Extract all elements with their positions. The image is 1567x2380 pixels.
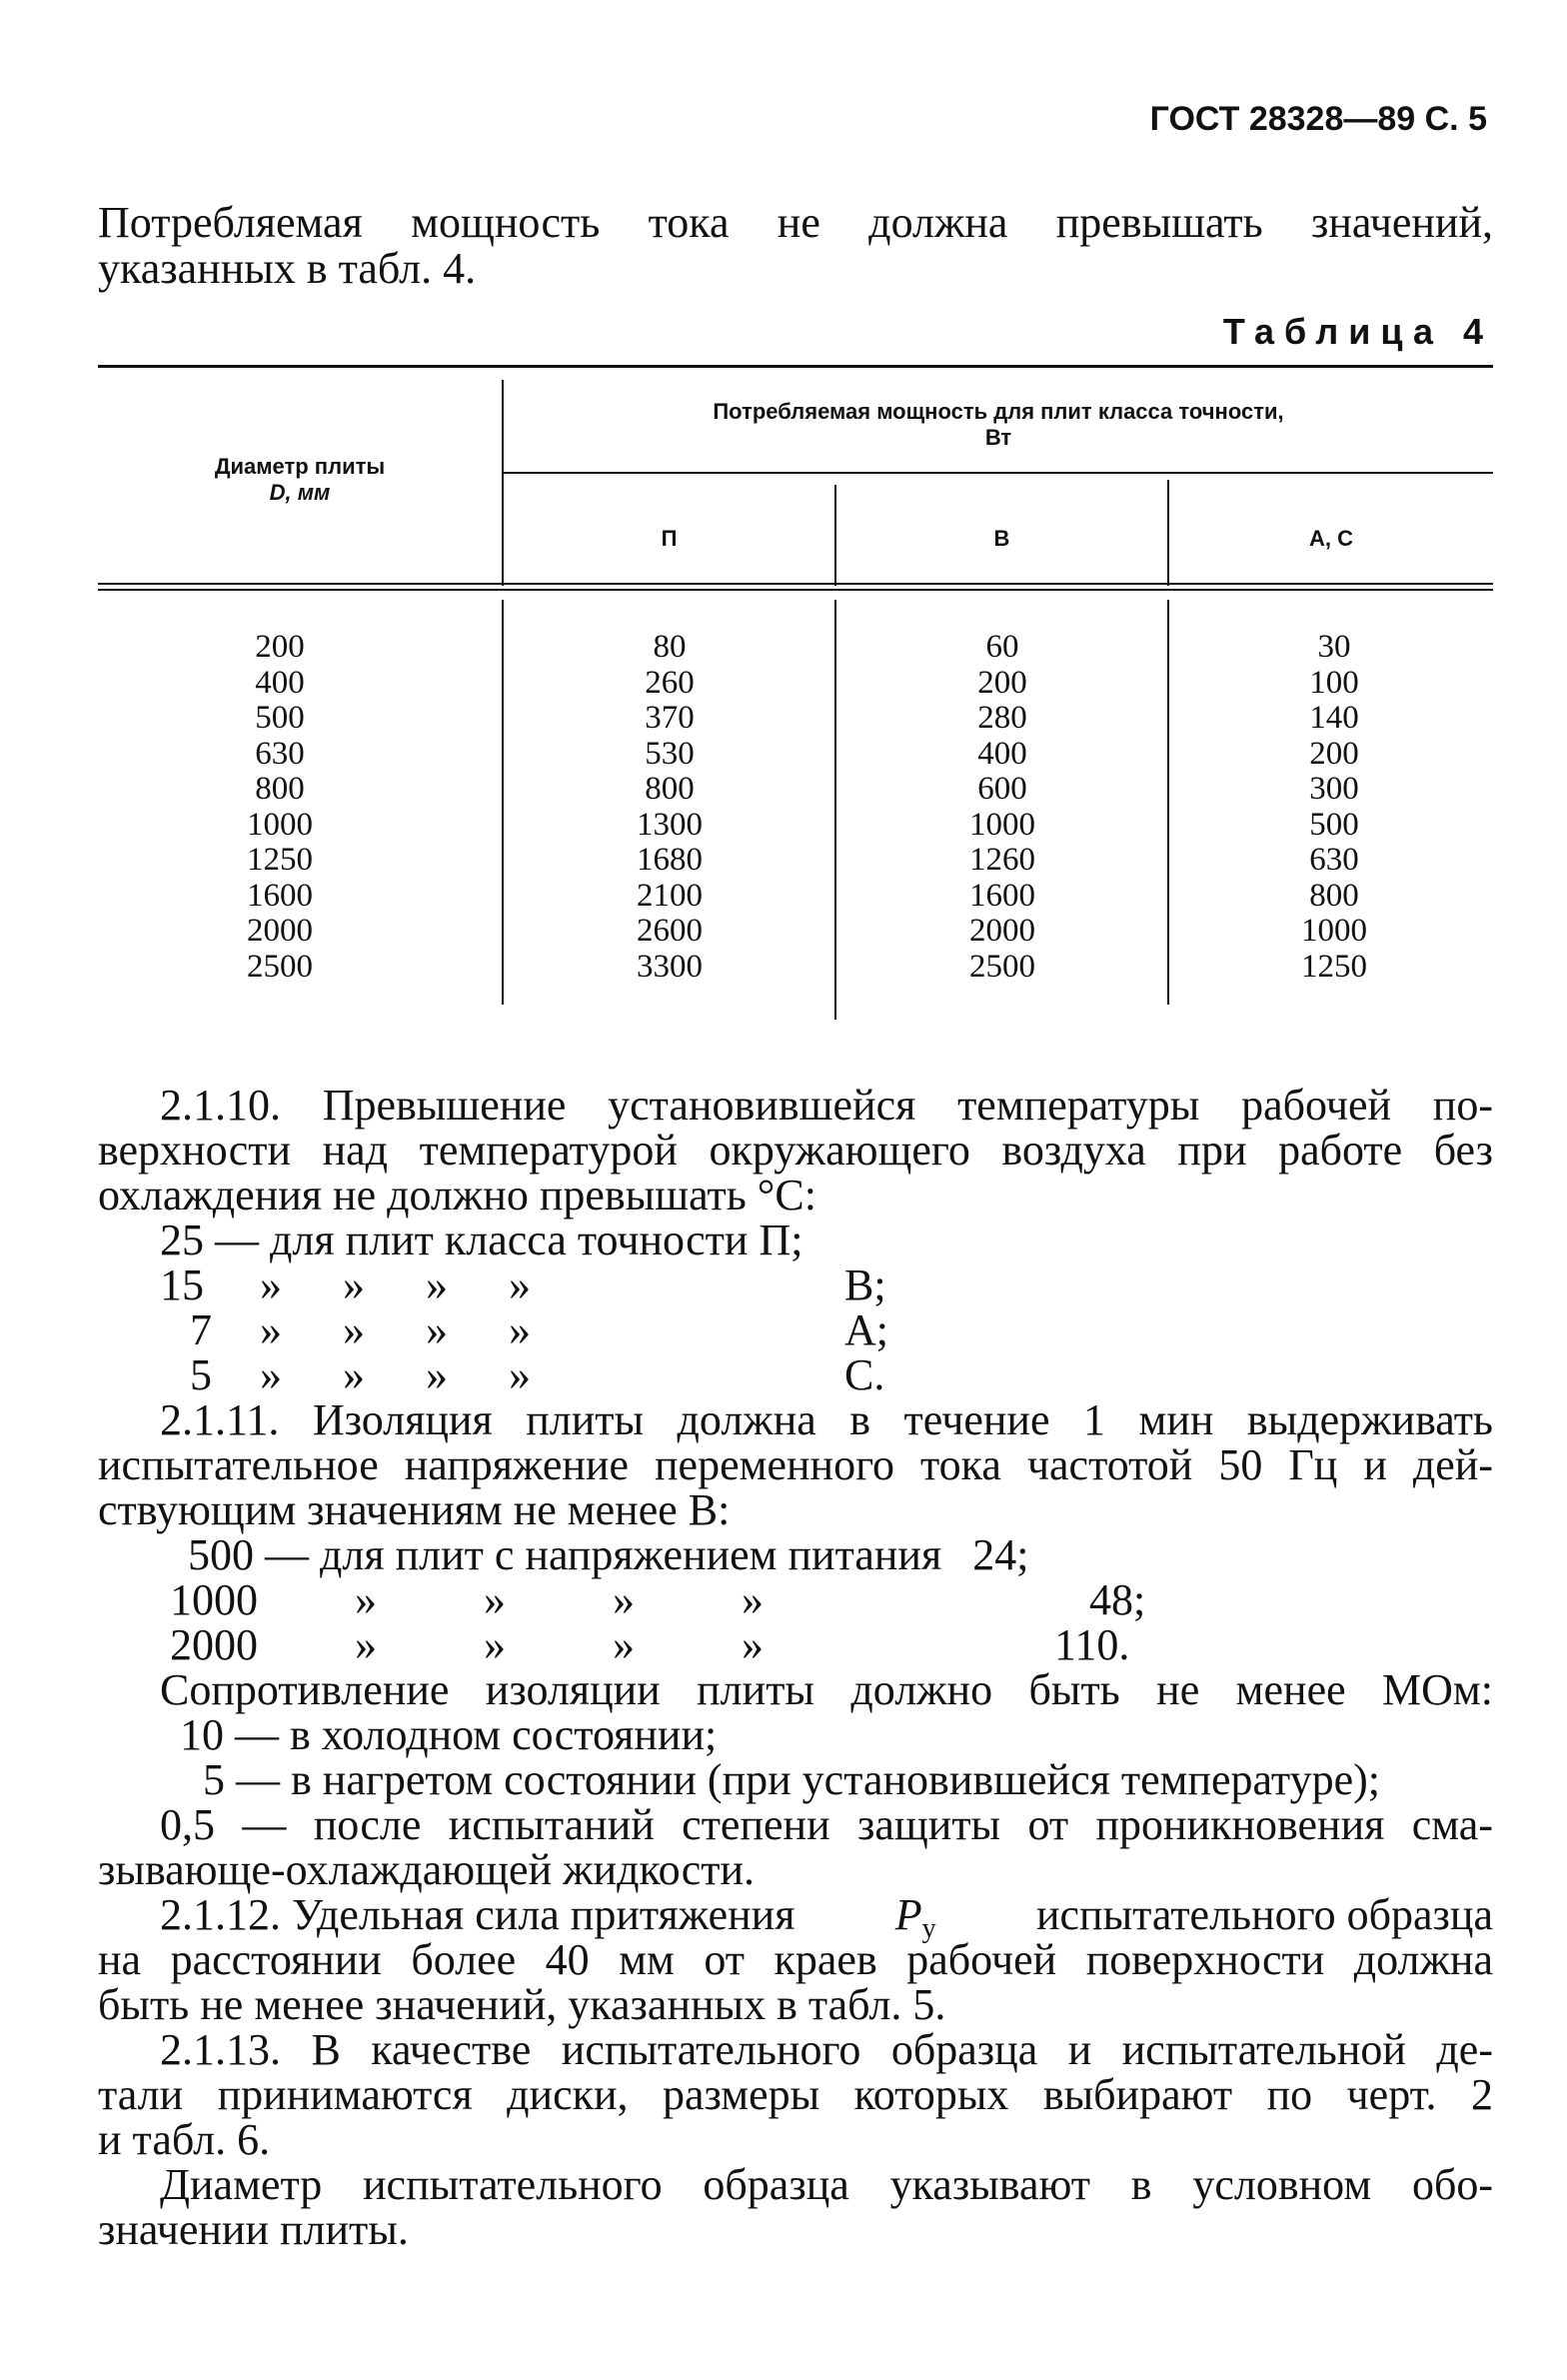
intro-line-2: указанных в табл. 4. bbox=[98, 244, 477, 293]
s2112-line-3: быть не менее значений, указанных в табл. 5. bbox=[98, 1980, 946, 2029]
resistance-row-2: 5 — в нагретом состоянии (при установившейся температуре); bbox=[203, 1755, 1380, 1804]
temp-row-3: 7 » » » » А; bbox=[190, 1305, 888, 1354]
closing-line-2: значении плиты. bbox=[98, 2205, 409, 2254]
table-cell: 500 bbox=[255, 700, 305, 736]
table-cell: 530 bbox=[645, 735, 695, 772]
s2112-line-1: 2.1.12. Удельная сила притяжения $P_у$ испытательного образца bbox=[160, 1890, 1493, 1944]
closing-line-1: Диаметр испытательного образца указывают в условном обо- bbox=[160, 2160, 1493, 2209]
s2110-line-2: верхности над температурой окружающего воздуха при работе без bbox=[98, 1126, 1493, 1175]
table-cell: 630 bbox=[255, 735, 305, 772]
table-cell: 3300 bbox=[637, 948, 703, 985]
temp-row-2: 15 » » » » В; bbox=[160, 1260, 886, 1309]
table-cell: 2500 bbox=[969, 948, 1035, 985]
s2110-line-1: 2.1.10. Превышение установившейся температуры рабочей по- bbox=[160, 1081, 1493, 1130]
table-cell: 1250 bbox=[247, 842, 313, 878]
table-cell: 1260 bbox=[969, 842, 1035, 878]
s2111-line-1: 2.1.11. Изоляция плиты должна в течение 1 мин выдерживать bbox=[160, 1395, 1493, 1444]
voltage-row-3: 2000 » » » » 110. bbox=[170, 1620, 1130, 1669]
table-cell: 140 bbox=[1309, 700, 1359, 736]
table-cell: 630 bbox=[1309, 842, 1359, 878]
s2113-line-1: 2.1.13. В качестве испытательного образца и испытательной де- bbox=[160, 2025, 1493, 2074]
group-header-rule bbox=[503, 472, 1493, 474]
table-cell: 500 bbox=[1309, 806, 1359, 843]
table-cell: 1000 bbox=[247, 806, 313, 843]
col-divider-3 bbox=[1167, 600, 1169, 1005]
table-cell: 800 bbox=[255, 771, 305, 807]
table-cell: 2100 bbox=[637, 877, 703, 914]
table-cell: 2000 bbox=[247, 913, 313, 949]
table-cell: 60 bbox=[985, 629, 1019, 665]
col-divider-1 bbox=[502, 600, 504, 1005]
table-cell: 400 bbox=[255, 664, 305, 701]
table-cell: 30 bbox=[1317, 629, 1351, 665]
table-cell: 200 bbox=[255, 629, 305, 665]
table-cell: 370 bbox=[645, 700, 695, 736]
col-header-class-b: В bbox=[993, 526, 1010, 551]
table-cell: 80 bbox=[653, 629, 687, 665]
s2113-line-3: и табл. 6. bbox=[98, 2115, 271, 2164]
table-cell: 100 bbox=[1309, 664, 1359, 701]
resistance-row-4: зывающе-охлаждающей жидкости. bbox=[98, 1845, 756, 1894]
table-cell: 400 bbox=[977, 735, 1027, 772]
header-rule-1 bbox=[98, 583, 1493, 585]
temp-row-1: 25 — для плит класса точности П; bbox=[160, 1215, 803, 1264]
table-cell: 1000 bbox=[1301, 913, 1367, 949]
s2111-line-2: испытательное напряжение переменного тока частотой 50 Гц и дей- bbox=[98, 1440, 1493, 1489]
voltage-row-1: 500 — для плит с напряжением питания 24; bbox=[188, 1530, 1029, 1579]
table-cell: 280 bbox=[977, 700, 1027, 736]
table-cell: 1600 bbox=[969, 877, 1035, 914]
s2111-line-3: ствующим значениям не менее В: bbox=[98, 1485, 731, 1534]
col-class-p bbox=[590, 630, 750, 985]
col-divider-2 bbox=[834, 600, 836, 1020]
table-cell: 2000 bbox=[969, 913, 1035, 949]
table-cell: 800 bbox=[1309, 877, 1359, 914]
intro-line-1: Потребляемая мощность тока не должна превышать значений, bbox=[98, 198, 1493, 247]
table-cell: 1000 bbox=[969, 806, 1035, 843]
header-rule-2 bbox=[98, 589, 1493, 591]
voltage-row-2: 1000 » » » » 48; bbox=[170, 1575, 1146, 1624]
table-cell: 800 bbox=[645, 771, 695, 807]
table-cell: 1300 bbox=[637, 806, 703, 843]
col-diameter bbox=[200, 630, 360, 985]
table-cell: 1600 bbox=[247, 877, 313, 914]
table-top-rule bbox=[98, 365, 1493, 368]
table-cell: 200 bbox=[977, 664, 1027, 701]
resistance-row-3: 0,5 — после испытаний степени защиты от проникновения сма- bbox=[160, 1800, 1493, 1849]
table-cell: 2500 bbox=[247, 948, 313, 985]
table-cell: 600 bbox=[977, 771, 1027, 807]
table-cell: 2600 bbox=[637, 913, 703, 949]
s2113-line-2: тали принимаются диски, размеры которых выбирают по черт. 2 bbox=[98, 2070, 1493, 2119]
s2112-line-2: на расстоянии более 40 мм от краев рабочей поверхности должна bbox=[98, 1935, 1493, 1984]
s2110-line-3: охлаждения не должно превышать °С: bbox=[98, 1171, 816, 1219]
resistance-row-1: 10 — в холодном состоянии; bbox=[180, 1710, 718, 1759]
resistance-intro: Сопротивление изоляции плиты должно быть не менее МОм: bbox=[160, 1665, 1493, 1714]
table-cell: 1250 bbox=[1301, 948, 1367, 985]
col-header-diameter: Диаметр плиты D, мм bbox=[214, 454, 386, 505]
table-caption: Таблица 4 bbox=[1222, 311, 1493, 352]
col-header-class-ac: А, С bbox=[1309, 526, 1353, 551]
page-header: ГОСТ 28328—89 С. 5 bbox=[1149, 100, 1487, 138]
col-class-b bbox=[922, 630, 1082, 985]
table-cell: 260 bbox=[645, 664, 695, 701]
table-cell: 300 bbox=[1309, 771, 1359, 807]
col-header-class-p: П bbox=[661, 526, 678, 551]
table-cell: 1680 bbox=[637, 842, 703, 878]
table-cell: 200 bbox=[1309, 735, 1359, 772]
col-class-ac bbox=[1254, 630, 1414, 985]
temp-row-4: 5 » » » » С. bbox=[190, 1350, 885, 1399]
group-header-power: Потребляемая мощность для плит класса точности, Вт bbox=[713, 399, 1284, 450]
